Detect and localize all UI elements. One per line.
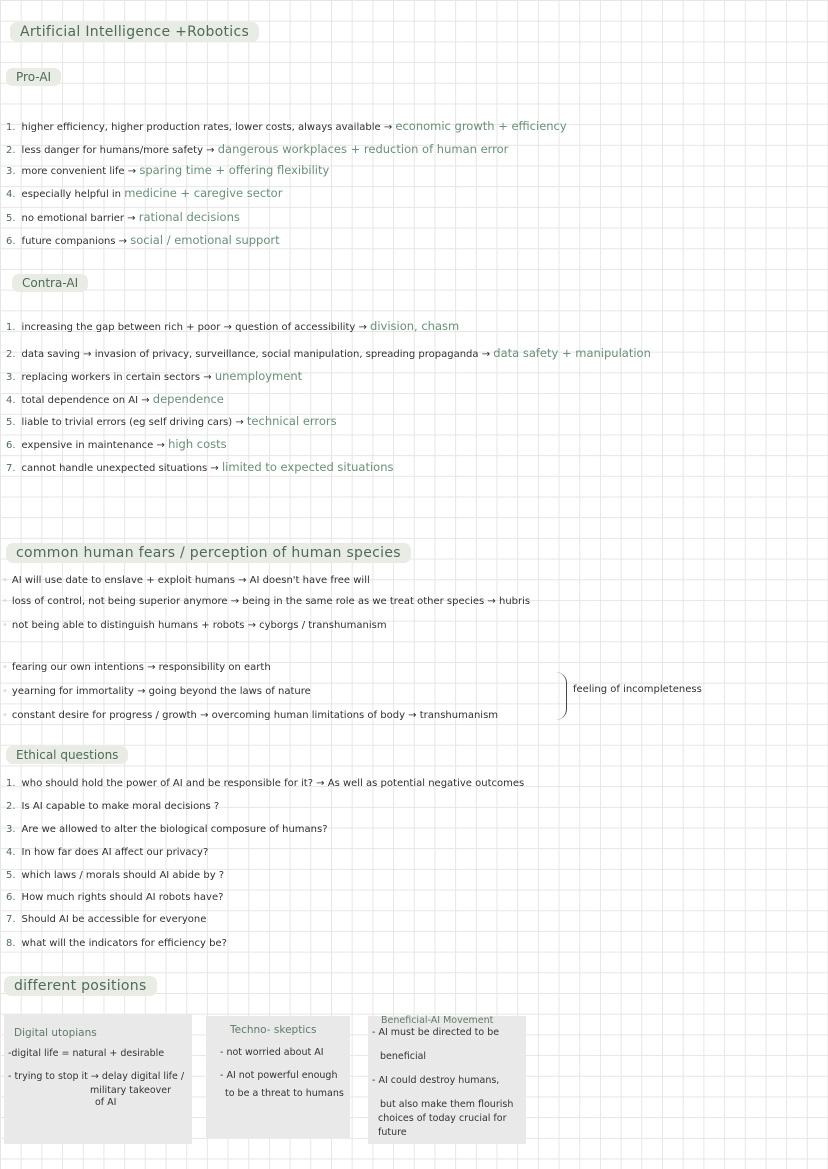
item-number: 7. bbox=[6, 463, 16, 474]
item-text: especially helpful in bbox=[21, 189, 122, 200]
item-number: 4. bbox=[6, 189, 16, 200]
skeptics-title: Techno- skeptics bbox=[230, 1024, 317, 1036]
list-item bbox=[6, 938, 227, 949]
utopians-line: - trying to stop it → delay digital life / bbox=[8, 1071, 185, 1082]
list-item bbox=[6, 437, 227, 451]
item-text: higher efficiency, higher production rates, lower costs, always available → bbox=[21, 122, 393, 133]
item-text: In how far does AI affect our privacy? bbox=[21, 847, 209, 858]
item-text: who should hold the power of AI and be responsible for it? → As well as potential negative outcomes bbox=[21, 778, 525, 789]
bracket-note: feeling of incompleteness bbox=[573, 684, 702, 695]
item-text: cannot handle unexpected situations → bbox=[21, 463, 219, 474]
item-text: what will the indicators for efficiency be? bbox=[21, 938, 227, 949]
item-number: 5. bbox=[6, 870, 16, 881]
beneficial-line: but also make them flourish bbox=[380, 1099, 514, 1110]
item-number: 1. bbox=[6, 122, 16, 133]
list-item bbox=[6, 778, 524, 789]
list-item bbox=[6, 210, 240, 224]
skeptics-line: to be a threat to humans bbox=[225, 1088, 344, 1099]
bullet-dot: • bbox=[2, 710, 8, 721]
bracket bbox=[556, 672, 567, 720]
bullet-item bbox=[2, 596, 530, 607]
item-result: division, chasm bbox=[370, 319, 460, 333]
bullet-item bbox=[2, 620, 387, 631]
item-text: increasing the gap between rich + poor → question of accessibility → bbox=[21, 322, 367, 333]
bullet-item bbox=[2, 575, 370, 586]
item-number: 3. bbox=[6, 372, 16, 383]
list-item bbox=[6, 414, 337, 428]
item-number: 7. bbox=[6, 914, 16, 925]
item-result: high costs bbox=[168, 437, 227, 451]
item-number: 5. bbox=[6, 213, 16, 224]
page-title: Artificial Intelligence +Robotics bbox=[10, 22, 259, 42]
bullet-text: yearning for immortality → going beyond the laws of nature bbox=[11, 686, 311, 697]
item-result: dangerous workplaces + reduction of human error bbox=[217, 142, 509, 156]
list-item bbox=[6, 460, 393, 474]
item-text: total dependence on AI → bbox=[21, 395, 150, 406]
ethical-heading: Ethical questions bbox=[6, 746, 128, 764]
bullet-item bbox=[2, 686, 311, 697]
item-text: less danger for humans/more safety → bbox=[21, 145, 215, 156]
list-item bbox=[6, 914, 206, 925]
item-result: rational decisions bbox=[138, 210, 240, 224]
item-text: expensive in maintenance → bbox=[21, 440, 165, 451]
utopians-title: Digital utopians bbox=[14, 1027, 97, 1039]
beneficial-line: future bbox=[378, 1127, 407, 1138]
skeptics-line: - AI not powerful enough bbox=[220, 1070, 338, 1081]
list-item bbox=[6, 870, 224, 881]
beneficial-line: choices of today crucial for bbox=[378, 1113, 507, 1124]
item-number: 4. bbox=[6, 847, 16, 858]
bullet-dot: • bbox=[2, 620, 8, 631]
item-number: 2. bbox=[6, 145, 16, 156]
list-item bbox=[6, 392, 224, 406]
bullet-text: loss of control, not being superior anymore → being in the same role as we treat other species → hubris bbox=[11, 596, 531, 607]
beneficial-line: - AI must be directed to be bbox=[372, 1027, 500, 1038]
utopians-line: military takeover bbox=[90, 1085, 172, 1096]
bullet-text: AI will use date to enslave + exploit humans → AI doesn't have free will bbox=[11, 575, 370, 586]
item-result: limited to expected situations bbox=[221, 460, 394, 474]
item-result: data safety + manipulation bbox=[493, 346, 651, 360]
list-item bbox=[6, 369, 302, 383]
item-number: 1. bbox=[6, 778, 16, 789]
list-item bbox=[6, 119, 567, 133]
item-number: 6. bbox=[6, 236, 16, 247]
item-number: 4. bbox=[6, 395, 16, 406]
bullet-item bbox=[2, 662, 271, 673]
item-text: which laws / morals should AI abide by ? bbox=[21, 870, 225, 881]
bullet-dot: • bbox=[2, 575, 8, 586]
item-number: 6. bbox=[6, 892, 16, 903]
item-number: 1. bbox=[6, 322, 16, 333]
bullet-text: fearing our own intentions → responsibility on earth bbox=[11, 662, 271, 673]
contra-ai-heading: Contra-AI bbox=[12, 274, 88, 292]
item-result: technical errors bbox=[246, 414, 337, 428]
list-item bbox=[6, 824, 328, 835]
bullet-text: not being able to distinguish humans + robots → cyborgs / transhumanism bbox=[11, 620, 387, 631]
item-number: 3. bbox=[6, 824, 16, 835]
item-result: dependence bbox=[152, 392, 224, 406]
bullet-dot: • bbox=[2, 686, 8, 697]
beneficial-title: Beneficial-AI Movement bbox=[381, 1015, 494, 1026]
list-item bbox=[6, 801, 219, 812]
beneficial-line: - AI could destroy humans, bbox=[372, 1075, 500, 1086]
item-text: future companions → bbox=[21, 236, 128, 247]
utopians-line: of AI bbox=[95, 1097, 117, 1108]
item-number: 2. bbox=[6, 349, 16, 360]
item-number: 5. bbox=[6, 417, 16, 428]
item-result: medicine + caregive sector bbox=[124, 186, 283, 200]
skeptics-line: - not worried about AI bbox=[220, 1047, 324, 1058]
item-result: sparing time + offering flexibility bbox=[139, 163, 330, 177]
bullet-item bbox=[2, 710, 498, 721]
item-text: Should AI be accessible for everyone bbox=[21, 914, 207, 925]
item-result: unemployment bbox=[214, 369, 303, 383]
list-item bbox=[6, 892, 223, 903]
bullet-dot: • bbox=[2, 596, 8, 607]
item-number: 3. bbox=[6, 166, 16, 177]
list-item bbox=[6, 319, 459, 333]
pro-ai-heading: Pro-AI bbox=[6, 68, 61, 86]
beneficial-line: beneficial bbox=[380, 1051, 427, 1062]
bullet-text: constant desire for progress / growth → overcoming human limitations of body → transhumanism bbox=[11, 710, 499, 721]
fears-heading: common human fears / perception of human species bbox=[6, 543, 411, 563]
list-item bbox=[6, 847, 208, 858]
positions-heading: different positions bbox=[4, 976, 157, 996]
list-item bbox=[6, 142, 508, 156]
item-text: no emotional barrier → bbox=[21, 213, 136, 224]
list-item bbox=[6, 186, 282, 200]
item-result: social / emotional support bbox=[130, 233, 280, 247]
item-text: liable to trivial errors (eg self driving cars) → bbox=[21, 417, 244, 428]
list-item bbox=[6, 346, 651, 360]
item-number: 2. bbox=[6, 801, 16, 812]
item-text: data saving → invasion of privacy, surveillance, social manipulation, spreading propaganda → bbox=[21, 349, 491, 360]
item-text: replacing workers in certain sectors → bbox=[21, 372, 212, 383]
bullet-dot: • bbox=[2, 662, 8, 673]
list-item bbox=[6, 163, 329, 177]
item-number: 8. bbox=[6, 938, 16, 949]
item-text: How much rights should AI robots have? bbox=[21, 892, 224, 903]
item-text: Is AI capable to make moral decisions ? bbox=[21, 801, 220, 812]
item-number: 6. bbox=[6, 440, 16, 451]
item-text: Are we allowed to alter the biological composure of humans? bbox=[21, 824, 328, 835]
item-result: economic growth + efficiency bbox=[395, 119, 567, 133]
utopians-line: -digital life = natural + desirable bbox=[8, 1048, 165, 1059]
list-item bbox=[6, 233, 280, 247]
item-text: more convenient life → bbox=[21, 166, 137, 177]
